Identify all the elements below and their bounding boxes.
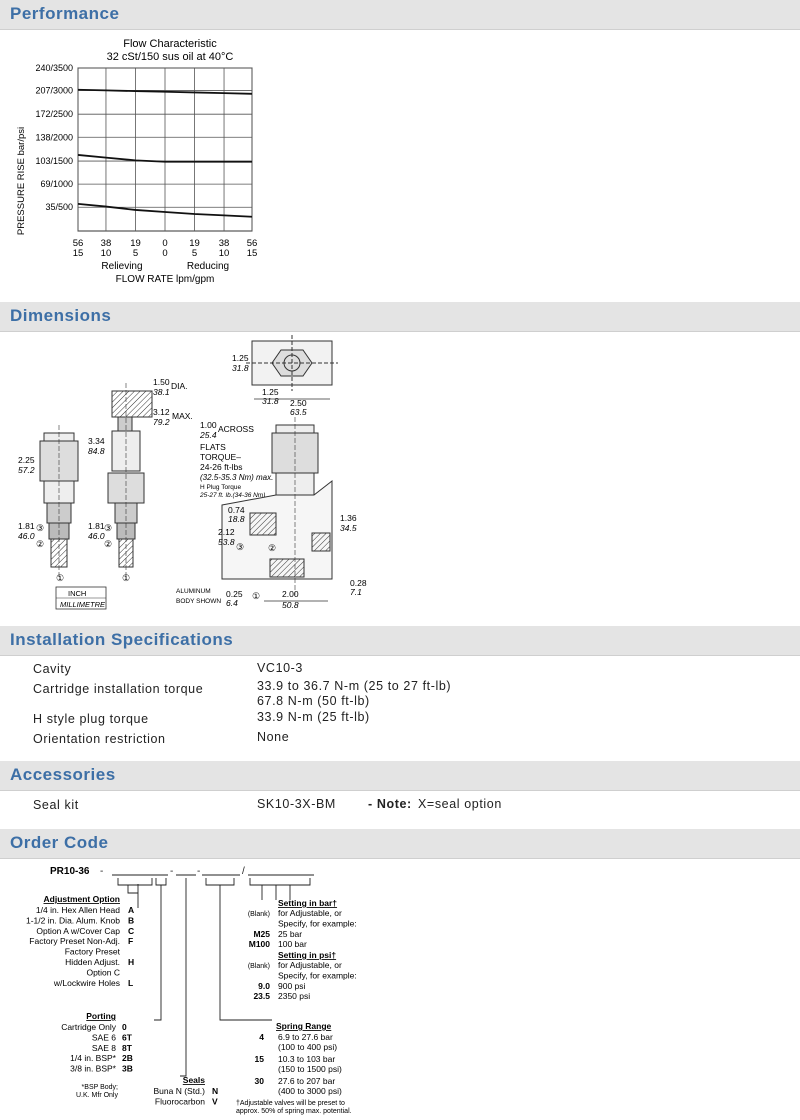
port-1-mid: ① (122, 573, 131, 583)
install-value-torque: 33.9 to 36.7 N-m (25 to 27 ft-lb) (257, 679, 452, 693)
section-title: Accessories (10, 765, 116, 784)
x-region-relieving: Relieving (101, 261, 143, 272)
spring-range-label: 10.3 to 103 bar (278, 1054, 336, 1064)
accessory-value-seal-kit: SK10-3X-BM (257, 797, 336, 811)
dim-left-181: 1.81 (18, 521, 35, 531)
footnote-1: †Adjustable valves will be preset to (236, 1100, 345, 1107)
setting-bar-code: (Blank) (247, 911, 270, 918)
svg-text:-: - (197, 866, 201, 877)
dim-torque-val: 24-26 ft-lbs (200, 462, 243, 472)
setting-psi-label: for Adjustable, or (278, 960, 342, 970)
chart-title: Flow Characteristic (123, 38, 217, 50)
seal-option-label: Buna N (Std.) (153, 1086, 205, 1096)
porting-option-code: 0 (122, 1022, 127, 1032)
label-aluminum: ALUMINUM (176, 588, 211, 595)
adjustment-option-label: Option C (86, 967, 120, 978)
adjustment-option-code: A (128, 905, 135, 915)
adjustment-option-label: Hidden Adjust. (65, 957, 120, 967)
dim-left-225: 2.25 (18, 455, 35, 465)
dim-body-508: 50.8 (282, 600, 299, 610)
svg-text:-: - (100, 866, 104, 877)
dim-body-136: 1.36 (340, 513, 357, 523)
top-view (246, 335, 338, 391)
spring-code: 15 (254, 1054, 264, 1064)
porting-option-code: 8T (122, 1042, 132, 1053)
dim-mid-460: 46.0 (88, 531, 105, 541)
x-region-reducing: Reducing (186, 261, 230, 272)
adjustment-option-label: Option A w/Cover Cap (36, 925, 120, 936)
adjustment-option-code: L (128, 977, 134, 988)
y-tick-label: 240/3500 (35, 63, 73, 73)
porting-option-label: Cartridge Only (61, 1022, 116, 1032)
adjustment-option-label: 1/4 in. Hex Allen Head (35, 905, 120, 915)
port-3-body: ③ (236, 542, 245, 552)
spring-range-label: 27.6 to 207 bar (278, 1076, 336, 1086)
dim-flats-across: ACROSS (218, 424, 254, 434)
y-tick-label: 103/1500 (35, 156, 73, 167)
adjustment-option-label: Factory Preset (64, 946, 120, 957)
spring-code: 4 (259, 1032, 264, 1042)
dim-body-074: 0.74 (228, 505, 245, 515)
adjustment-option-label: 1-1/2 in. Dia. Alum. Knob (25, 915, 120, 926)
setting-bar-label: 25 bar (278, 928, 303, 939)
port-1-body: ① (252, 591, 261, 601)
porting-option-label: 1/4 in. BSP* (70, 1053, 116, 1064)
dim-body-64: 6.4 (226, 598, 238, 608)
y-tick-label: 172/2500 (35, 109, 73, 120)
install-value-orientation: None (257, 730, 290, 744)
valve-left (40, 425, 78, 577)
x-tick-label-lpm: 0 (162, 238, 168, 249)
dim-knob-150: 1.50 (153, 377, 170, 387)
install-label-orientation: Orientation restriction (33, 732, 166, 746)
accessory-note-label: - Note: (368, 797, 412, 811)
dim-body-212: 2.12 (218, 527, 235, 537)
dim-torque-label: TORQUE– (200, 452, 241, 462)
footnote-2: approx. 50% of spring max. potential. (236, 1108, 352, 1115)
dim-topview-125: 1.25 (232, 353, 249, 363)
setting-psi-title: Setting in psi† (278, 950, 337, 960)
dim-topview-635: 63.5 (290, 407, 307, 417)
seals-title: Seals (182, 1075, 205, 1085)
install-label-cavity: Cavity (33, 662, 72, 676)
x-tick-label-gpm: 15 (246, 248, 258, 259)
x-axis-label: FLOW RATE lpm/gpm (115, 274, 215, 285)
dim-plug-label: H Plug Torque (200, 484, 242, 491)
porting-title: Porting (86, 1011, 116, 1021)
valve-middle (108, 383, 152, 577)
section-header-order-code (0, 829, 800, 859)
setting-bar-label: for Adjustable, or (278, 908, 342, 918)
dim-body-028: 0.28 (350, 578, 367, 588)
section-title: Installation Specifications (10, 630, 234, 649)
port-2-mid: ② (104, 539, 113, 549)
adjustment-option-code: C (128, 925, 135, 936)
setting-psi-code: 23.5 (253, 991, 270, 1002)
porting-note-2: U.K. Mfr Only (75, 1092, 118, 1099)
y-tick-label: 69/1000 (40, 179, 73, 190)
x-tick-label-gpm: 0 (162, 248, 168, 259)
dim-flats-label: FLATS (200, 442, 226, 452)
spring-title: Spring Range (276, 1021, 332, 1031)
dim-topview-125b: 1.25 (262, 387, 279, 397)
seal-option-label: Fluorocarbon (154, 1096, 205, 1107)
setting-psi-label: Specify, for example: (278, 970, 357, 981)
install-value-torque-2: 67.8 N-m (50 ft-lb) (257, 694, 370, 708)
install-value-cavity: VC10-3 (257, 661, 303, 675)
x-tick-label-gpm: 10 (218, 248, 230, 259)
dim-left-572: 57.2 (18, 465, 35, 475)
units-inch: INCH (68, 589, 87, 598)
section-title: Performance (10, 4, 120, 23)
section-title: Order Code (10, 833, 109, 852)
port-3-left: ③ (36, 523, 45, 533)
dim-knob-312: 3.12 (153, 407, 170, 417)
dim-knob-792: 79.2 (153, 417, 170, 427)
svg-text:/: / (242, 866, 245, 877)
adjustment-option-code: B (128, 915, 135, 926)
install-label-plug: H style plug torque (33, 712, 149, 726)
dim-body-71: 7.1 (350, 587, 362, 597)
x-tick-label-lpm: 38 (218, 238, 230, 249)
setting-psi-code: (Blank) (247, 963, 270, 970)
dim-flats-254: 25.4 (200, 430, 217, 440)
dimension-drawing (0, 333, 800, 623)
order-code-diagram (0, 860, 800, 1120)
y-tick-label: 35/500 (45, 202, 73, 213)
dim-knob-dia: DIA. (171, 381, 188, 391)
dim-topview-318: 31.8 (232, 363, 249, 373)
x-tick-label-lpm: 56 (246, 238, 258, 249)
dim-mid-334: 3.34 (88, 436, 105, 446)
x-tick-label-lpm: 19 (189, 238, 200, 249)
dim-left-460: 46.0 (18, 531, 35, 541)
section-header-dimensions (0, 302, 800, 332)
porting-option-code: 6T (122, 1032, 132, 1043)
spring-code: 30 (254, 1076, 264, 1086)
dim-torque-nm: (32.5-35.3 Nm) max. (200, 473, 274, 482)
x-tick-label-gpm: 10 (100, 248, 112, 259)
porting-option-code: 2B (122, 1053, 133, 1064)
adjustment-option-code: F (128, 936, 134, 947)
setting-bar-title: Setting in bar† (278, 898, 338, 908)
x-tick-label-lpm: 38 (100, 238, 112, 249)
units-mm: MILLIMETRE (60, 600, 106, 609)
y-tick-label: 207/3000 (35, 85, 73, 96)
dim-flats-100: 1.00 (200, 420, 217, 430)
dim-body-538: 53.8 (218, 537, 235, 547)
accessory-label-seal-kit: Seal kit (33, 798, 79, 812)
install-label-torque: Cartridge installation torque (33, 682, 204, 696)
seal-option-code: N (212, 1086, 219, 1096)
y-tick-label: 138/2000 (35, 132, 73, 143)
dim-topview-318b: 31.8 (262, 396, 279, 406)
spring-range-psi: (150 to 1500 psi) (278, 1064, 342, 1074)
x-tick-label-lpm: 19 (130, 238, 141, 249)
x-tick-label-lpm: 56 (72, 238, 84, 249)
install-value-plug: 33.9 N-m (25 ft-lb) (257, 710, 370, 724)
flow-chart (0, 31, 800, 301)
port-3-mid: ③ (104, 523, 113, 533)
setting-bar-code: M25 (253, 928, 270, 939)
port-2-left: ② (36, 539, 45, 549)
port-1-left: ① (56, 573, 65, 583)
adjustment-option-label: w/Lockwire Holes (53, 977, 120, 988)
dim-body-188: 18.8 (228, 514, 245, 524)
adjustment-option-label: Factory Preset Non-Adj. (29, 936, 120, 947)
spring-range-psi: (400 to 3000 psi) (278, 1086, 342, 1096)
dim-knob-max: MAX. (172, 411, 193, 421)
x-tick-label-gpm: 5 (191, 248, 198, 259)
chart-subtitle: 32 cSt/150 sus oil at 40°C (106, 51, 234, 63)
spring-range-psi: (100 to 400 psi) (278, 1042, 338, 1052)
porting-option-label: SAE 6 (91, 1032, 116, 1043)
seal-option-code: V (212, 1096, 218, 1107)
accessory-note: X=seal option (418, 797, 502, 811)
dim-mid-181: 1.81 (88, 521, 105, 531)
setting-psi-label: 2350 psi (278, 991, 311, 1002)
label-body-shown: BODY SHOWN (176, 598, 222, 605)
spring-range-label: 6.9 to 27.6 bar (278, 1032, 333, 1042)
port-2-body: ② (268, 543, 277, 553)
porting-option-code: 3B (122, 1063, 133, 1074)
porting-option-label: 3/8 in. BSP* (70, 1063, 116, 1074)
section-header-accessories (0, 761, 800, 791)
x-tick-label-gpm: 5 (132, 248, 139, 259)
dim-topview-250: 2.50 (290, 398, 307, 408)
section-title: Dimensions (10, 306, 112, 325)
x-tick-label-gpm: 15 (72, 248, 84, 259)
dim-body-345: 34.5 (340, 523, 357, 533)
dim-plug-val: 25-27 ft. lb.(34-36 Nm) (200, 492, 266, 499)
porting-option-label: SAE 8 (91, 1042, 116, 1053)
adjustment-title: Adjustment Option (43, 894, 120, 904)
svg-text:-: - (170, 866, 174, 877)
dim-body-200: 2.00 (282, 589, 299, 599)
setting-bar-label: 100 bar (278, 939, 307, 950)
y-axis-label: PRESSURE RISE bar/psi (16, 126, 27, 236)
setting-bar-label: Specify, for example: (278, 918, 357, 929)
dim-body-025: 0.25 (226, 589, 243, 599)
setting-bar-code: M100 (248, 939, 270, 950)
model-number: PR10-36 (50, 866, 90, 877)
section-header-installation (0, 626, 800, 656)
setting-psi-label: 900 psi (278, 980, 306, 991)
dim-knob-381: 38.1 (153, 387, 170, 397)
setting-psi-code: 9.0 (258, 980, 270, 991)
adjustment-option-code: H (128, 957, 135, 967)
section-header-performance (0, 0, 800, 30)
dim-mid-848: 84.8 (88, 446, 105, 456)
porting-note-1: *BSP Body; (81, 1084, 118, 1091)
